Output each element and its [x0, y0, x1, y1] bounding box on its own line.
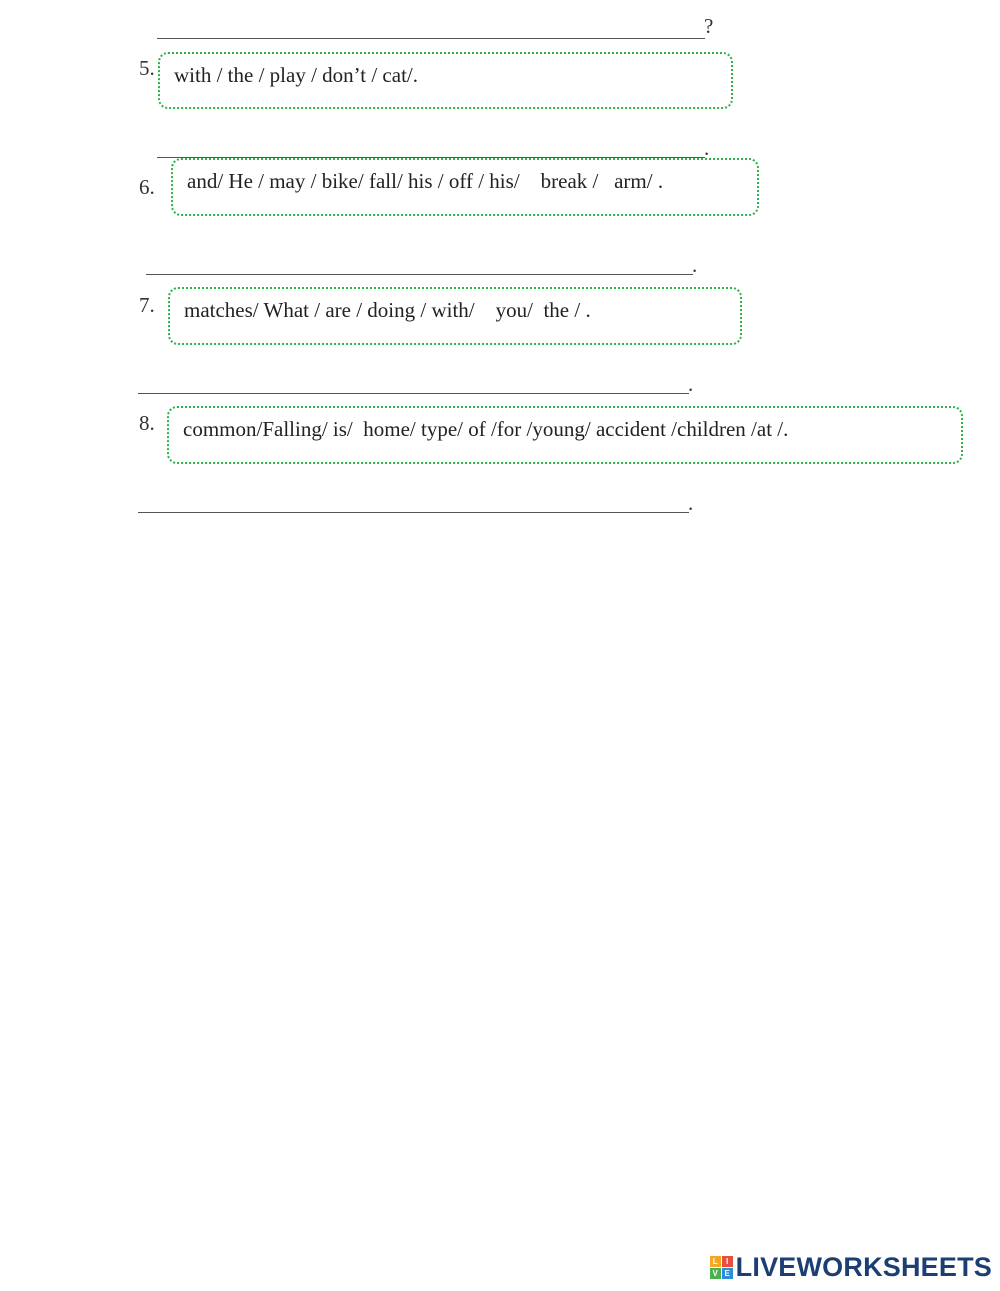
answer-line[interactable] — [157, 38, 705, 39]
liveworksheets-wordmark: LIVEWORKSHEETS — [735, 1252, 992, 1282]
question-number: 8. — [139, 411, 155, 435]
question-number: 5. — [139, 56, 155, 80]
answer-line-end: ? — [704, 14, 714, 38]
scrambled-words: with / the / play / don’t / cat/. — [174, 63, 418, 87]
logo-letter: I — [722, 1256, 733, 1267]
scrambled-words: and/ He / may / bike/ fall/ his / off / his/ break / arm/ . — [187, 169, 664, 193]
logo-letter: V — [710, 1268, 721, 1279]
word-scramble-box — [171, 158, 759, 216]
answer-line-end: . — [692, 253, 698, 277]
scrambled-words: matches/ What / are / doing / with/ you/ the / . — [184, 298, 591, 322]
word-scramble-box — [158, 52, 733, 109]
answer-line-end: . — [688, 491, 694, 515]
liveworksheets-logo — [710, 1252, 992, 1283]
liveworksheets-logo-icon — [710, 1256, 733, 1279]
word-scramble-box — [168, 287, 742, 345]
question-number: 6. — [139, 175, 155, 199]
answer-line[interactable] — [146, 274, 693, 275]
question-number: 7. — [139, 293, 155, 317]
answer-line[interactable] — [138, 393, 689, 394]
answer-line-end: . — [704, 136, 710, 160]
word-scramble-box — [167, 406, 963, 464]
logo-letter: L — [710, 1256, 721, 1267]
logo-letter: E — [722, 1268, 733, 1279]
answer-line[interactable] — [138, 512, 689, 513]
scrambled-words: common/Falling/ is/ home/ type/ of /for /young/ accident /children /at /. — [183, 417, 789, 441]
answer-line-end: . — [688, 372, 694, 396]
